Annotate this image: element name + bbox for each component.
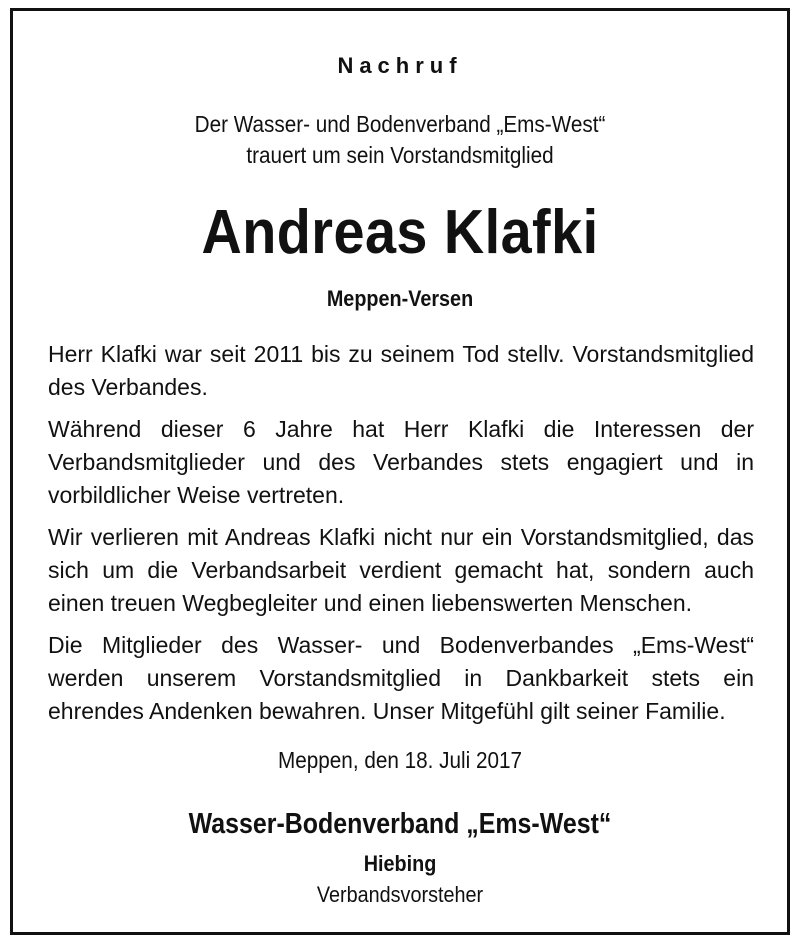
body-paragraph: Herr Klafki war seit 2011 bis zu seinem Tod stellv. Vorstandsmitglied des Verbandes. — [48, 341, 754, 400]
obituary-body — [48, 338, 754, 737]
signer-role: Verbandsvorsteher — [316, 882, 484, 907]
obituary-content — [13, 11, 787, 932]
obituary-frame — [10, 8, 790, 935]
deceased-place: Meppen-Versen — [326, 286, 474, 311]
organization-name: Wasser-Bodenverband „Ems-West“ — [188, 808, 612, 840]
body-paragraph: Wir verlieren mit Andreas Klafki nicht nur ein Vorstandsmitglied, das sich um die Verbandsarbeit verdient gemacht hat, sondern auch einen treuen Wegbegleiter und einen liebenswerten Menschen. — [48, 524, 754, 616]
date-line: Meppen, den 18. Juli 2017 — [278, 747, 522, 773]
signer-name: Hiebing — [363, 851, 437, 876]
body-paragraph: Während dieser 6 Jahre hat Herr Klafki die Interessen der Verbandsmitglieder und des Verbandes stets engagiert und in vorbildlicher Weise vertreten. — [48, 416, 754, 508]
deceased-name: Andreas Klafki — [201, 198, 599, 267]
body-paragraph: Die Mitglieder des Wasser- und Bodenverbandes „Ems-West“ werden unserem Vorstandsmitglied in Dankbarkeit stets ein ehrendes Andenken bewahren. Unser Mitgefühl gilt seiner Familie. — [48, 632, 754, 724]
notice-heading: Nachruf — [337, 53, 463, 78]
intro-line-1: Der Wasser- und Bodenverband „Ems-West“ — [194, 111, 606, 137]
intro-line-2: trauert um sein Vorstandsmitglied — [246, 142, 554, 168]
